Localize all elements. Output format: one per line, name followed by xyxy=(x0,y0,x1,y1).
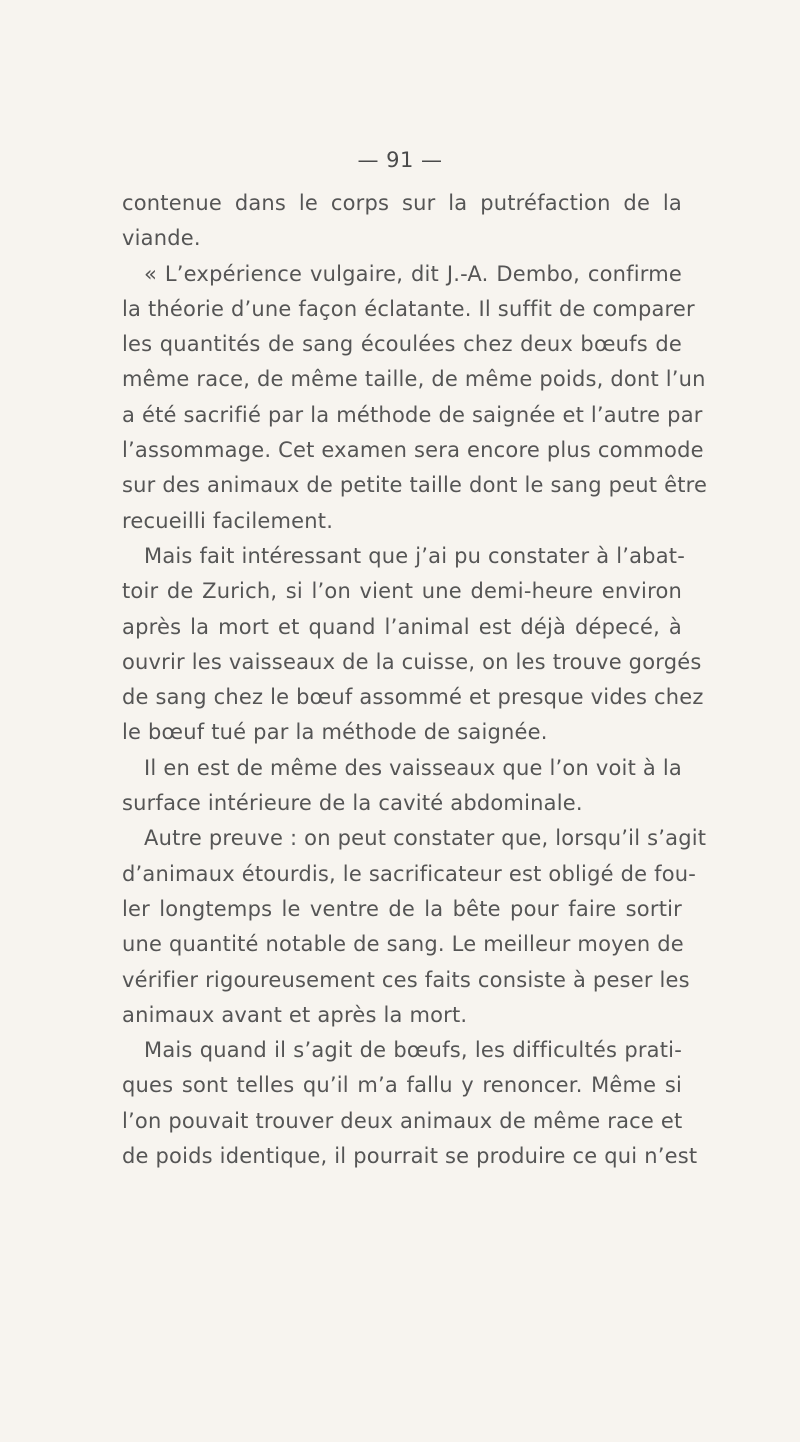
text-line: « L’expérience vulgaire, dit J.-A. Dembo, confirme xyxy=(144,261,682,286)
text-line: d’animaux étourdis, le sacrificateur est obligé de fou- xyxy=(122,861,697,886)
text-line: les quantités de sang écoulées chez deux bœufs de xyxy=(122,332,682,357)
text-line: l’on pouvait trouver deux animaux de même race et xyxy=(122,1108,683,1133)
text-line: toir de Zurich, si l’on vient une demi-heure environ xyxy=(122,579,682,604)
page-number: — 91 — xyxy=(357,148,443,172)
text-line: animaux avant et après la mort. xyxy=(122,1002,468,1027)
text-line: une quantité notable de sang. Le meilleur moyen de xyxy=(122,932,684,957)
text-line: recueilli facilement. xyxy=(122,508,334,533)
body-text xyxy=(122,186,708,1174)
text-line: surface intérieure de la cavité abdominale. xyxy=(122,791,583,816)
text-line: Il en est de même des vaisseaux que l’on voit à la xyxy=(144,755,682,780)
text-line: contenue dans le corps sur la putréfaction de la xyxy=(122,191,682,215)
text-line: sur des animaux de petite taille dont le sang peut être xyxy=(122,473,708,498)
text-line: de poids identique, il pourrait se produire ce qui n’est xyxy=(122,1144,698,1169)
text-line: l’assommage. Cet examen sera encore plus commode xyxy=(122,438,704,463)
text-line: la théorie d’une façon éclatante. Il suffit de comparer xyxy=(122,296,695,321)
text-line: a été sacrifié par la méthode de saignée et l’autre par xyxy=(122,402,703,427)
text-line: de sang chez le bœuf assommé et presque vides chez xyxy=(122,685,704,710)
text-line: Mais fait intéressant que j’ai pu constater à l’abat- xyxy=(144,543,685,568)
text-line: ques sont telles qu’il m’a fallu y renoncer. Même si xyxy=(122,1073,682,1098)
text-line: même race, de même taille, de même poids, dont l’un xyxy=(122,367,706,392)
text-line: ouvrir les vaisseaux de la cuisse, on les trouve gorgés xyxy=(122,649,702,674)
text-line: vérifier rigoureusement ces faits consiste à peser les xyxy=(122,967,690,992)
text-line: le bœuf tué par la méthode de saignée. xyxy=(122,720,548,745)
text-line: ler longtemps le ventre de la bête pour faire sortir xyxy=(122,896,682,921)
text-line: Mais quand il s’agit de bœufs, les difficultés prati- xyxy=(144,1038,682,1063)
text-line: après la mort et quand l’animal est déjà dépecé, à xyxy=(122,614,682,639)
text-line: Autre preuve : on peut constater que, lorsqu’il s’agit xyxy=(144,826,707,851)
text-line: viande. xyxy=(122,226,201,251)
